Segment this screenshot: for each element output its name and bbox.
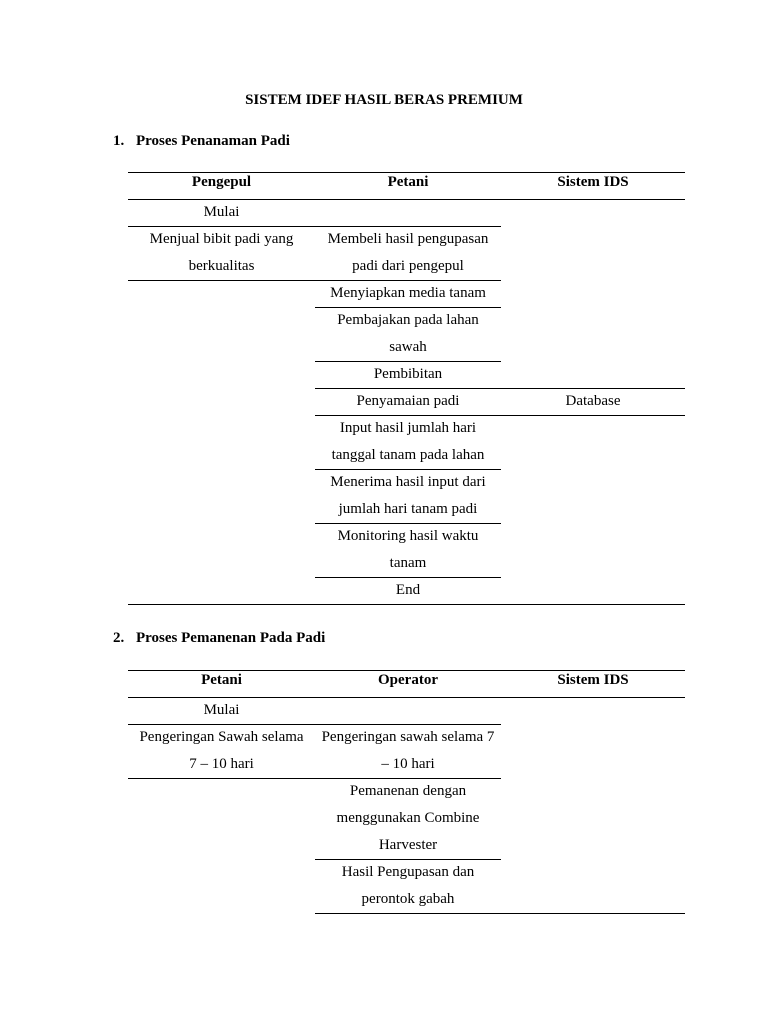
section-number: 1.	[113, 133, 125, 149]
table-cell-text: – 10 hari	[381, 756, 435, 772]
table-cell-text: Monitoring hasil waktu	[337, 528, 479, 544]
table-cell-text: tanggal tanam pada lahan	[331, 447, 485, 463]
section-title: Proses Penanaman Padi	[136, 133, 290, 149]
table-cell-text: Pembibitan	[373, 366, 443, 382]
table-cell-text: Membeli hasil pengupasan	[327, 231, 489, 247]
process-table	[128, 670, 685, 907]
table-rule	[315, 778, 501, 779]
column-header: Pengepul	[191, 174, 252, 190]
table-rule	[315, 469, 501, 470]
table-rule	[315, 415, 501, 416]
table-rule	[315, 361, 501, 362]
table-cell-text: sawah	[389, 339, 427, 355]
table-rule	[315, 523, 501, 524]
process-table	[128, 172, 685, 598]
table-rule	[128, 172, 685, 173]
table-cell-text: Mulai	[203, 204, 240, 220]
table-cell-text: Harvester	[378, 837, 438, 853]
table-rule	[315, 859, 501, 860]
table-cell-text: berkualitas	[188, 258, 255, 274]
section-heading	[113, 630, 325, 647]
table-cell-text: Menerima hasil input dari	[330, 474, 486, 490]
table-cell-text: Database	[565, 393, 621, 409]
table-cell-text: jumlah hari tanam padi	[338, 501, 478, 517]
table-rule	[128, 778, 315, 779]
table-cell-text: Pemanenan dengan	[349, 783, 467, 799]
table-rule	[315, 724, 501, 725]
table-rule	[315, 577, 501, 578]
table-rule	[501, 388, 685, 389]
table-cell-text: tanam	[389, 555, 427, 571]
section-number: 2.	[113, 630, 125, 646]
table-cell-text: Menjual bibit padi yang	[149, 231, 294, 247]
table-rule	[501, 415, 685, 416]
table-rule	[128, 280, 315, 281]
section-title: Proses Pemanenan Pada Padi	[136, 630, 326, 646]
table-rule	[315, 388, 501, 389]
column-header: Sistem IDS	[557, 672, 629, 688]
page-title: SISTEM IDEF HASIL BERAS PREMIUM	[245, 92, 523, 108]
table-rule	[315, 226, 501, 227]
table-cell-text: Penyamaian padi	[356, 393, 460, 409]
section-heading	[113, 133, 290, 150]
column-header: Operator	[378, 672, 438, 688]
column-header: Sistem IDS	[557, 174, 629, 190]
table-rule	[315, 280, 501, 281]
table-rule	[128, 226, 315, 227]
table-rule	[128, 724, 315, 725]
table-rule	[128, 604, 685, 605]
table-cell-text: Pengeringan sawah selama 7	[321, 729, 495, 745]
table-rule	[128, 670, 685, 671]
table-cell-text: perontok gabah	[361, 891, 455, 907]
table-cell-text: menggunakan Combine	[336, 810, 480, 826]
table-cell-text: Input hasil jumlah hari	[339, 420, 477, 436]
table-rule	[315, 913, 685, 914]
table-rule	[315, 307, 501, 308]
column-header: Petani	[387, 174, 429, 190]
table-cell-text: Pembajakan pada lahan	[337, 312, 479, 328]
table-cell-text: padi dari pengepul	[352, 258, 464, 274]
table-cell-text: Mulai	[203, 702, 240, 718]
table-cell-text: Hasil Pengupasan dan	[341, 864, 475, 880]
table-cell-text: End	[395, 582, 421, 598]
table-cell-text: Menyiapkan media tanam	[330, 285, 486, 301]
column-header: Petani	[201, 672, 242, 688]
table-cell-text: Pengeringan Sawah selama	[139, 729, 304, 745]
table-cell-text: 7 – 10 hari	[189, 756, 254, 772]
